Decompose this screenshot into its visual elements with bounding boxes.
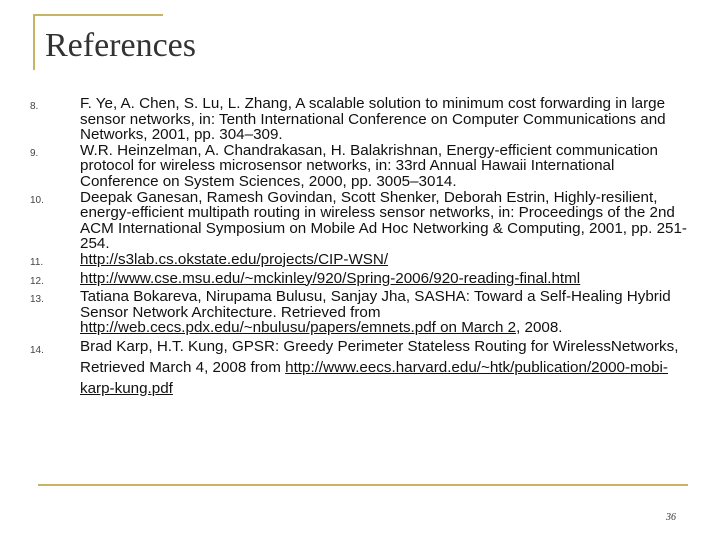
reference-text: F. Ye, A. Chen, S. Lu, L. Zhang, A scalable solution to minimum cost forwarding in large sensor networks, in: Tenth International Conference on Computer Communications and Networks, 2001, pp. 304–309. bbox=[80, 95, 666, 144]
reference-link[interactable]: http://www.cse.msu.edu/~mckinley/920/Spring-2006/920-reading-final.html bbox=[80, 269, 581, 287]
reference-number: 14. bbox=[30, 344, 44, 356]
page-number: 36 bbox=[666, 512, 676, 523]
reference-number: 8. bbox=[30, 101, 39, 112]
reference-number: 13. bbox=[30, 294, 44, 306]
reference-suffix: , 2008. bbox=[516, 319, 563, 337]
reference-item-13 bbox=[30, 289, 690, 336]
reference-item-12 bbox=[30, 271, 690, 290]
reference-number: 10. bbox=[30, 194, 44, 206]
reference-text: Deepak Ganesan, Ramesh Govindan, Scott Shenker, Deborah Estrin, Highly-resilient, energy-efficient multipath routing in wireless sensor networks, in: Proceedings of the 2nd ACM International Symposium on Mobile Ad Hoc Networking & Computing, 2001, pp. 251-254. bbox=[80, 188, 687, 253]
title-bracket-horizontal bbox=[33, 14, 163, 16]
reference-text: Brad Karp, H.T. Kung, GPSR: Greedy Perimeter Stateless Routing for WirelessNetworks, Retrieved March 4, 2008 from bbox=[80, 337, 679, 376]
reference-text: Tatiana Bokareva, Nirupama Bulusu, Sanjay Jha, SASHA: Toward a Self-Healing Hybrid Sensor Network Architecture. Retrieved from bbox=[80, 288, 671, 321]
reference-list bbox=[30, 96, 690, 399]
reference-number: 9. bbox=[30, 147, 39, 159]
reference-item-14 bbox=[30, 336, 690, 399]
reference-number: 11. bbox=[30, 256, 44, 268]
reference-link[interactable]: http://s3lab.cs.okstate.edu/projects/CIP-WSN/ bbox=[80, 250, 389, 268]
title-bracket-vertical bbox=[33, 14, 35, 70]
reference-item-9 bbox=[30, 143, 690, 190]
reference-link[interactable]: http://web.cecs.pdx.edu/~nbulusu/papers/emnets.pdf on March 2 bbox=[80, 319, 517, 337]
reference-text: W.R. Heinzelman, A. Chandrakasan, H. Balakrishnan, Energy-efficient communication protocol for wireless microsensor networks, in: 33rd Annual Hawaii International Conference on System Sciences, 2000, pp. 3005–3014. bbox=[80, 141, 658, 190]
reference-item-11 bbox=[30, 252, 690, 271]
slide-title: References bbox=[45, 27, 197, 64]
reference-link[interactable]: http://www.eecs.harvard.edu/~htk/publication/2000-mobi-karp-kung.pdf bbox=[80, 358, 668, 397]
reference-item-8 bbox=[30, 96, 690, 143]
reference-number: 12. bbox=[30, 275, 44, 287]
reference-item-10 bbox=[30, 190, 690, 252]
footer-divider bbox=[38, 484, 688, 486]
